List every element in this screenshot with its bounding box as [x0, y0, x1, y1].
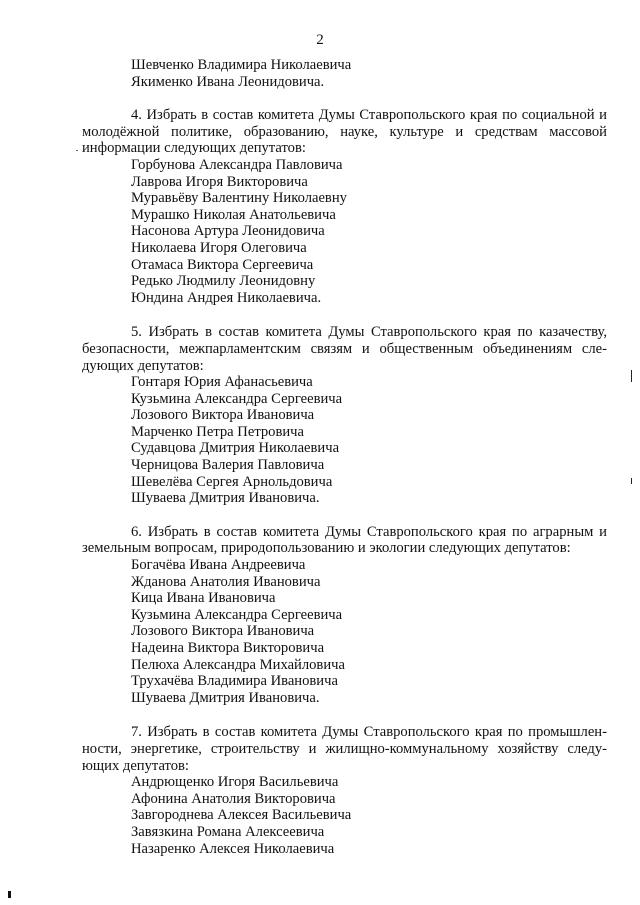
- section-paragraph: 7. Избрать в состав комитета Думы Ставропольского края по промышленности, энергетике, строительству и жилищно-коммунальному хозяйству следующих депутатов:: [82, 724, 607, 774]
- deputy-name: Шуваева Дмитрия Ивановича.: [131, 689, 320, 706]
- deputy-name: Кица Ивана Ивановича: [131, 590, 276, 607]
- scan-edge-mark: [631, 478, 632, 484]
- deputy-name: Пелюха Александра Михайловича: [131, 656, 345, 673]
- deputy-name: Афонина Анатолия Викторовича: [131, 790, 336, 807]
- deputy-name: Богачёва Ивана Андреевича: [131, 557, 306, 574]
- deputy-name: Черницова Валерия Павловича: [131, 457, 325, 474]
- deputy-name: Гонтаря Юрия Афанасьевича: [131, 374, 313, 391]
- deputy-name: Кузьмина Александра Сергеевича: [131, 606, 343, 623]
- deputy-name-list: [82, 557, 607, 706]
- scan-speck: [76, 150, 78, 151]
- deputy-name: Отамаса Виктора Сергеевича: [131, 256, 314, 273]
- deputy-name: Насонова Артура Леонидовича: [131, 223, 325, 240]
- deputy-name: Завязкина Романа Алексеевича: [131, 823, 325, 840]
- document-body: [82, 57, 607, 857]
- committee-section-6: [82, 524, 607, 707]
- section-paragraph: 4. Избрать в состав комитета Думы Ставропольского края по социальной и молодёжной политике, образованию, науке, культуре и средствам массовой информации следующих депутатов:: [82, 107, 607, 157]
- committee-section-4: [82, 107, 607, 306]
- deputy-name: Лозового Виктора Ивановича: [131, 407, 315, 424]
- deputy-name: Муравьёву Валентину Николаевну: [131, 190, 347, 207]
- deputy-name: Редько Людмилу Леонидовну: [131, 273, 316, 290]
- deputy-name: Горбунова Александра Павловича: [131, 156, 343, 173]
- deputy-name: Юндина Андрея Николаевича.: [131, 289, 322, 306]
- section-paragraph: 5. Избрать в состав комитета Думы Ставропольского края по казачеству, безопасности, межпарламентским связям и общественным объединениям следующих депутатов:: [82, 324, 607, 374]
- committee-section-5: [82, 324, 607, 507]
- deputy-name: Лозового Виктора Ивановича: [131, 623, 315, 640]
- deputy-name: Якименко Ивана Леонидовича.: [131, 73, 325, 90]
- deputy-name: Трухачёва Владимира Ивановича: [131, 673, 338, 690]
- deputy-name-list: [82, 157, 607, 306]
- deputy-name: Шевченко Владимира Николаевича: [131, 57, 352, 73]
- deputy-name: Завгороднева Алексея Васильевича: [131, 807, 352, 824]
- deputy-name: Лаврова Игоря Викторовича: [131, 173, 308, 190]
- intro-name-list: [82, 57, 607, 90]
- deputy-name: Надеина Виктора Викторовича: [131, 640, 325, 656]
- deputy-name: Мурашко Николая Анатольевича: [131, 206, 336, 223]
- deputy-name-list: [82, 374, 607, 507]
- deputy-name: Шуваева Дмитрия Ивановича.: [131, 490, 320, 507]
- deputy-name: Андрющенко Игоря Васильевича: [131, 774, 339, 791]
- deputy-name: Судавцова Дмитрия Николаевича: [131, 440, 340, 457]
- deputy-name: Жданова Анатолия Ивановича: [131, 573, 321, 590]
- scan-edge-mark: [631, 370, 632, 382]
- deputy-name-list: [82, 774, 607, 857]
- committee-section-7: [82, 724, 607, 857]
- deputy-name: Кузьмина Александра Сергеевича: [131, 390, 343, 407]
- section-paragraph: 6. Избрать в состав комитета Думы Ставропольского края по аграрным и земельным вопросам, природопользованию и экологии следующих депутатов:: [82, 523, 607, 557]
- deputy-name: Николаева Игоря Олеговича: [131, 239, 307, 256]
- deputy-name: Шевелёва Сергея Арнольдовича: [131, 473, 333, 490]
- page-number: 2: [316, 32, 324, 48]
- scan-corner-mark: [8, 891, 11, 898]
- deputy-name: Назаренко Алексея Николаевича: [131, 840, 335, 857]
- deputy-name: Марченко Петра Петровича: [131, 423, 304, 440]
